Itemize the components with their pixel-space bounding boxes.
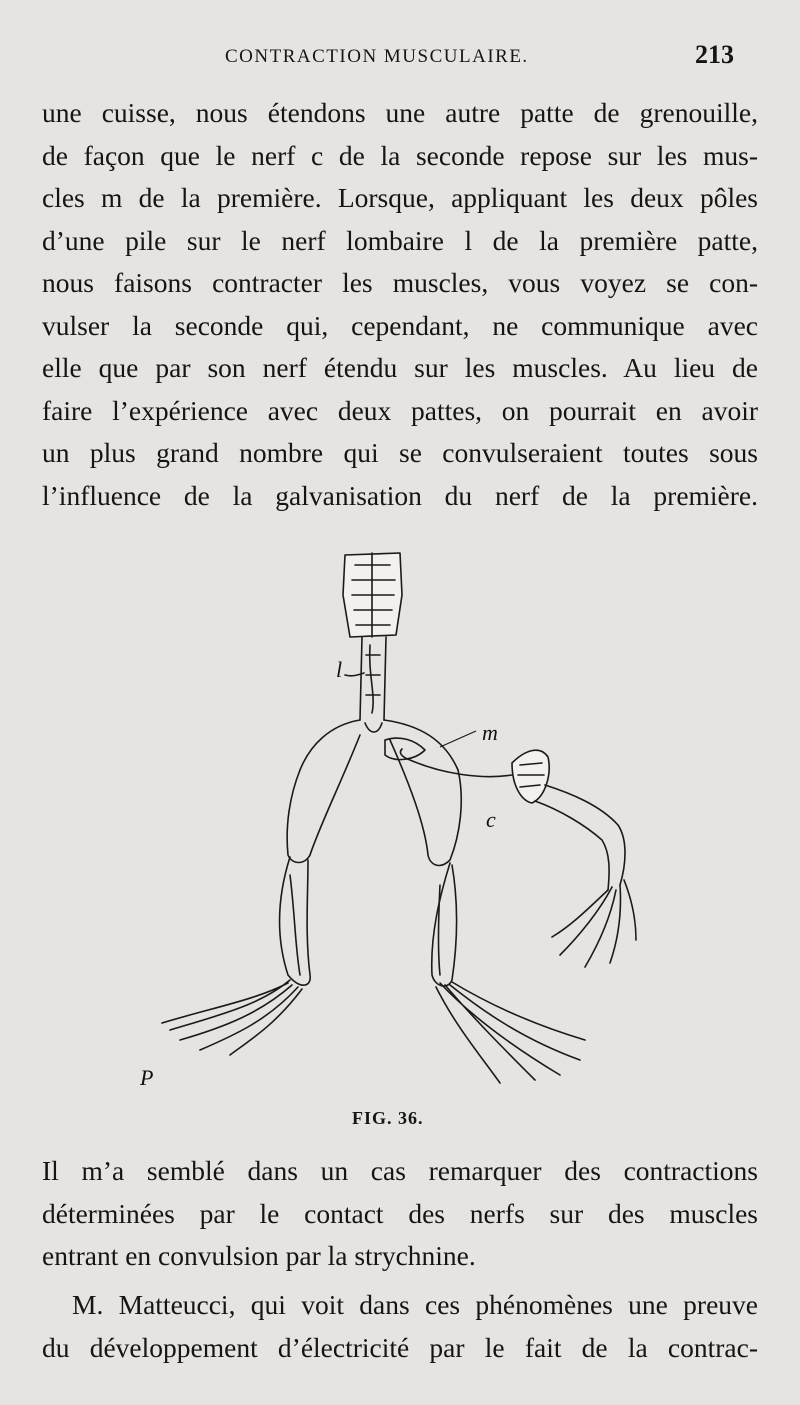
left-foot: [162, 980, 302, 1055]
text-line: un plus grand nombre qui se convulseraient toutes sous: [42, 437, 758, 468]
pelvis: [300, 720, 458, 770]
left-thigh: [287, 735, 360, 863]
figure-caption: FIG. 36.: [352, 1108, 424, 1128]
second-leg-foot: [552, 880, 636, 967]
frog-legs-illustration: [140, 535, 660, 1095]
label-m: m: [482, 720, 498, 745]
running-title: CONTRACTION MUSCULAIRE.: [225, 46, 529, 67]
page-number: 213: [695, 40, 734, 69]
text-line: nous faisons contracter les muscles, vous voyez se con-: [42, 267, 758, 298]
text-line: cles m de la première. Lorsque, appliquant les deux pôles: [42, 182, 758, 213]
paragraph-3: [42, 1284, 758, 1369]
text-line: du développement d’électricité par le fait de la contrac-: [42, 1331, 758, 1363]
paragraph-2: [42, 1150, 758, 1278]
engraver-mark: P: [140, 1065, 154, 1090]
text-line: de façon que le nerf c de la seconde repose sur les mus-: [42, 139, 758, 171]
text-line: Il m’a semblé dans un cas remarquer des contractions: [42, 1155, 758, 1186]
text-line: entrant en convulsion par la strychnine.: [42, 1240, 476, 1271]
text-line: M. Matteucci, qui voit dans ces phénomènes une preuve: [72, 1289, 758, 1320]
text-line: l’influence de la galvanisation du nerf de la première.: [42, 479, 758, 511]
paragraph-1: [42, 92, 758, 517]
right-shin: [432, 863, 457, 986]
text-line: d’une pile sur le nerf lombaire l de la première patte,: [42, 224, 758, 256]
second-leg-shin: [535, 785, 625, 890]
nerve-c: [400, 749, 512, 777]
text-line: déterminées par le contact des nerfs sur des muscles: [42, 1197, 758, 1229]
page-header: [0, 40, 800, 76]
label-c: c: [486, 807, 496, 832]
second-leg-thigh: [512, 750, 549, 803]
text-line: faire l’expérience avec deux pattes, on pourrait en avoir: [42, 394, 758, 426]
label-l: l: [336, 657, 343, 682]
right-foot: [436, 982, 585, 1083]
text-line: elle que par son nerf étendu sur les muscles. Au lieu de: [42, 352, 758, 383]
text-line: une cuisse, nous étendons une autre patte de grenouille,: [42, 97, 758, 128]
text-line: vulser la seconde qui, cependant, ne communique avec: [42, 309, 758, 341]
